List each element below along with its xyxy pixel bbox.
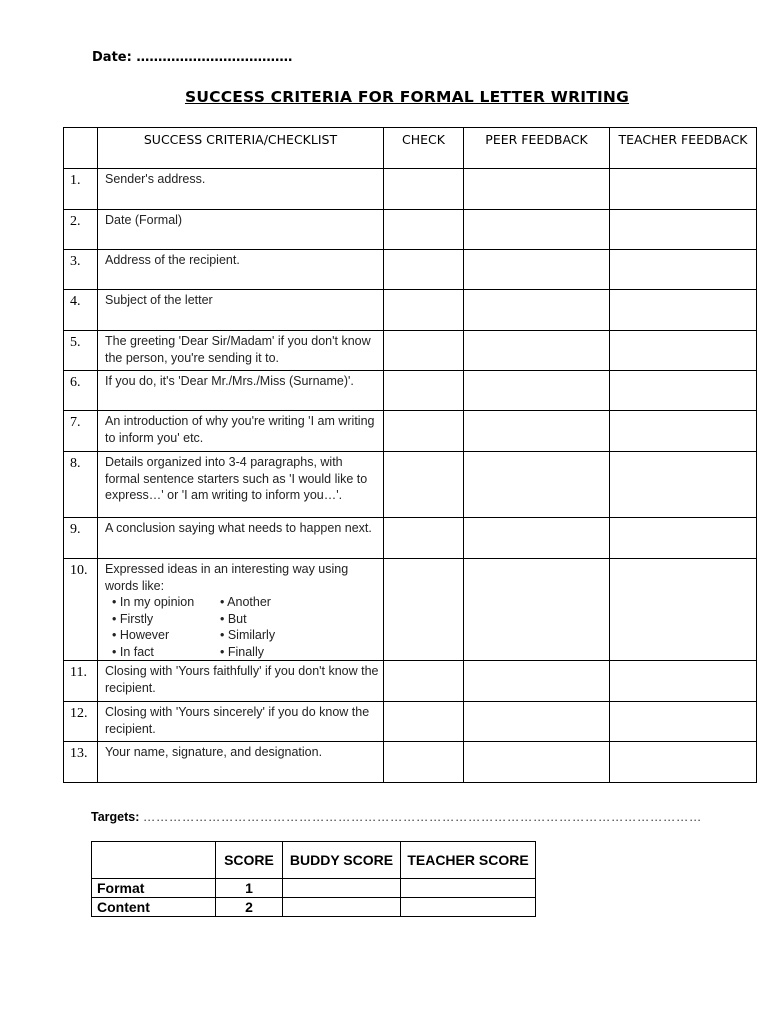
targets-line xyxy=(91,810,702,824)
score-value: 1 xyxy=(216,879,283,898)
row-criterion: Details organized into 3-4 paragraphs, with formal sentence starters such as 'I would like to express…' or 'I am writing to inform you…'. xyxy=(98,452,384,518)
row-criterion: Your name, signature, and designation. xyxy=(98,742,384,783)
row-criterion: Date (Formal) xyxy=(98,210,384,250)
teacher-feedback-cell[interactable] xyxy=(610,452,757,518)
checklist-table xyxy=(63,127,757,783)
peer-feedback-cell[interactable] xyxy=(464,371,610,411)
word-list-item: • Similarly xyxy=(220,628,276,642)
header-check: CHECK xyxy=(384,128,464,169)
score-row xyxy=(92,879,536,898)
word-list-item: • In fact xyxy=(112,644,154,659)
table-row xyxy=(64,290,757,331)
peer-feedback-cell[interactable] xyxy=(464,250,610,290)
checklist-header-row xyxy=(64,128,757,169)
teacher-feedback-cell[interactable] xyxy=(610,371,757,411)
row-number: 2. xyxy=(64,210,98,250)
buddy-score-cell[interactable] xyxy=(283,898,401,917)
peer-feedback-cell[interactable] xyxy=(464,452,610,518)
header-number xyxy=(64,128,98,169)
row-number: 6. xyxy=(64,371,98,411)
score-row-label: Format xyxy=(92,879,216,898)
date-line: Date: ……………………………… xyxy=(92,50,293,65)
row-criterion: Address of the recipient. xyxy=(98,250,384,290)
score-header-buddy: BUDDY SCORE xyxy=(283,842,401,879)
row-criterion: Closing with 'Yours sincerely' if you do know the recipient. xyxy=(98,702,384,742)
peer-feedback-cell[interactable] xyxy=(464,290,610,331)
teacher-feedback-cell[interactable] xyxy=(610,742,757,783)
peer-feedback-cell[interactable] xyxy=(464,661,610,702)
table-row xyxy=(64,702,757,742)
check-cell[interactable] xyxy=(384,742,464,783)
peer-feedback-cell[interactable] xyxy=(464,742,610,783)
teacher-feedback-cell[interactable] xyxy=(610,518,757,559)
word-list-item: • However xyxy=(112,628,170,642)
teacher-score-cell[interactable] xyxy=(401,898,536,917)
score-header-blank xyxy=(92,842,216,879)
table-row xyxy=(64,452,757,518)
table-row xyxy=(64,411,757,452)
peer-feedback-cell[interactable] xyxy=(464,559,610,661)
word-list xyxy=(112,594,379,660)
row-number: 8. xyxy=(64,452,98,518)
score-table xyxy=(91,841,536,917)
check-cell[interactable] xyxy=(384,250,464,290)
check-cell[interactable] xyxy=(384,169,464,210)
teacher-feedback-cell[interactable] xyxy=(610,290,757,331)
check-cell[interactable] xyxy=(384,661,464,702)
row-criterion: An introduction of why you're writing 'I am writing to inform you' etc. xyxy=(98,411,384,452)
word-list-item: • Firstly xyxy=(112,611,154,626)
table-row xyxy=(64,250,757,290)
header-teacher-feedback: TEACHER FEEDBACK xyxy=(610,128,757,169)
peer-feedback-cell[interactable] xyxy=(464,210,610,250)
row-number: 11. xyxy=(64,661,98,702)
table-row xyxy=(64,331,757,371)
teacher-score-cell[interactable] xyxy=(401,879,536,898)
peer-feedback-cell[interactable] xyxy=(464,411,610,452)
check-cell[interactable] xyxy=(384,518,464,559)
row-number: 9. xyxy=(64,518,98,559)
check-cell[interactable] xyxy=(384,411,464,452)
row-criterion: A conclusion saying what needs to happen next. xyxy=(98,518,384,559)
word-list-item: • In my opinion xyxy=(112,595,195,609)
row-criterion: If you do, it's 'Dear Mr./Mrs./Miss (Surname)'. xyxy=(98,371,384,411)
word-list-item: • But xyxy=(220,611,247,626)
check-cell[interactable] xyxy=(384,559,464,661)
teacher-feedback-cell[interactable] xyxy=(610,169,757,210)
row-criterion: Closing with 'Yours faithfully' if you don't know the recipient. xyxy=(98,661,384,702)
teacher-feedback-cell[interactable] xyxy=(610,661,757,702)
peer-feedback-cell[interactable] xyxy=(464,331,610,371)
row-criterion: The greeting 'Dear Sir/Madam' if you don't know the person, you're sending it to. xyxy=(98,331,384,371)
table-row xyxy=(64,169,757,210)
score-value: 2 xyxy=(216,898,283,917)
check-cell[interactable] xyxy=(384,210,464,250)
table-row xyxy=(64,518,757,559)
row-criterion-text: Expressed ideas in an interesting way using words like: xyxy=(105,562,349,593)
teacher-feedback-cell[interactable] xyxy=(610,331,757,371)
table-row xyxy=(64,742,757,783)
teacher-feedback-cell[interactable] xyxy=(610,559,757,661)
teacher-feedback-cell[interactable] xyxy=(610,411,757,452)
check-cell[interactable] xyxy=(384,702,464,742)
row-number: 12. xyxy=(64,702,98,742)
score-row-label: Content xyxy=(92,898,216,917)
targets-fill-line[interactable]: ………………………………………………………………………………………………………………… xyxy=(142,810,702,824)
score-row xyxy=(92,898,536,917)
table-row xyxy=(64,559,757,661)
table-row xyxy=(64,661,757,702)
row-criterion: Sender's address. xyxy=(98,169,384,210)
peer-feedback-cell[interactable] xyxy=(464,518,610,559)
check-cell[interactable] xyxy=(384,331,464,371)
word-list-item: • Finally xyxy=(220,644,264,659)
buddy-score-cell[interactable] xyxy=(283,879,401,898)
row-number: 5. xyxy=(64,331,98,371)
header-peer-feedback: PEER FEEDBACK xyxy=(464,128,610,169)
teacher-feedback-cell[interactable] xyxy=(610,250,757,290)
table-row xyxy=(64,371,757,411)
page-title: SUCCESS CRITERIA FOR FORMAL LETTER WRITING xyxy=(184,88,630,106)
peer-feedback-cell[interactable] xyxy=(464,702,610,742)
score-header-score: SCORE xyxy=(216,842,283,879)
teacher-feedback-cell[interactable] xyxy=(610,210,757,250)
row-number: 1. xyxy=(64,169,98,210)
row-criterion xyxy=(98,559,384,661)
check-cell[interactable] xyxy=(384,452,464,518)
row-criterion: Subject of the letter xyxy=(98,290,384,331)
header-criteria: SUCCESS CRITERIA/CHECKLIST xyxy=(98,128,384,169)
table-row xyxy=(64,210,757,250)
check-cell[interactable] xyxy=(384,371,464,411)
row-number: 4. xyxy=(64,290,98,331)
check-cell[interactable] xyxy=(384,290,464,331)
word-list-item: • Another xyxy=(220,595,271,609)
teacher-feedback-cell[interactable] xyxy=(610,702,757,742)
targets-label: Targets: xyxy=(91,810,140,824)
row-number: 10. xyxy=(64,559,98,661)
row-number: 3. xyxy=(64,250,98,290)
row-number: 7. xyxy=(64,411,98,452)
score-header-row xyxy=(92,842,536,879)
score-header-teacher: TEACHER SCORE xyxy=(401,842,536,879)
peer-feedback-cell[interactable] xyxy=(464,169,610,210)
row-number: 13. xyxy=(64,742,98,783)
